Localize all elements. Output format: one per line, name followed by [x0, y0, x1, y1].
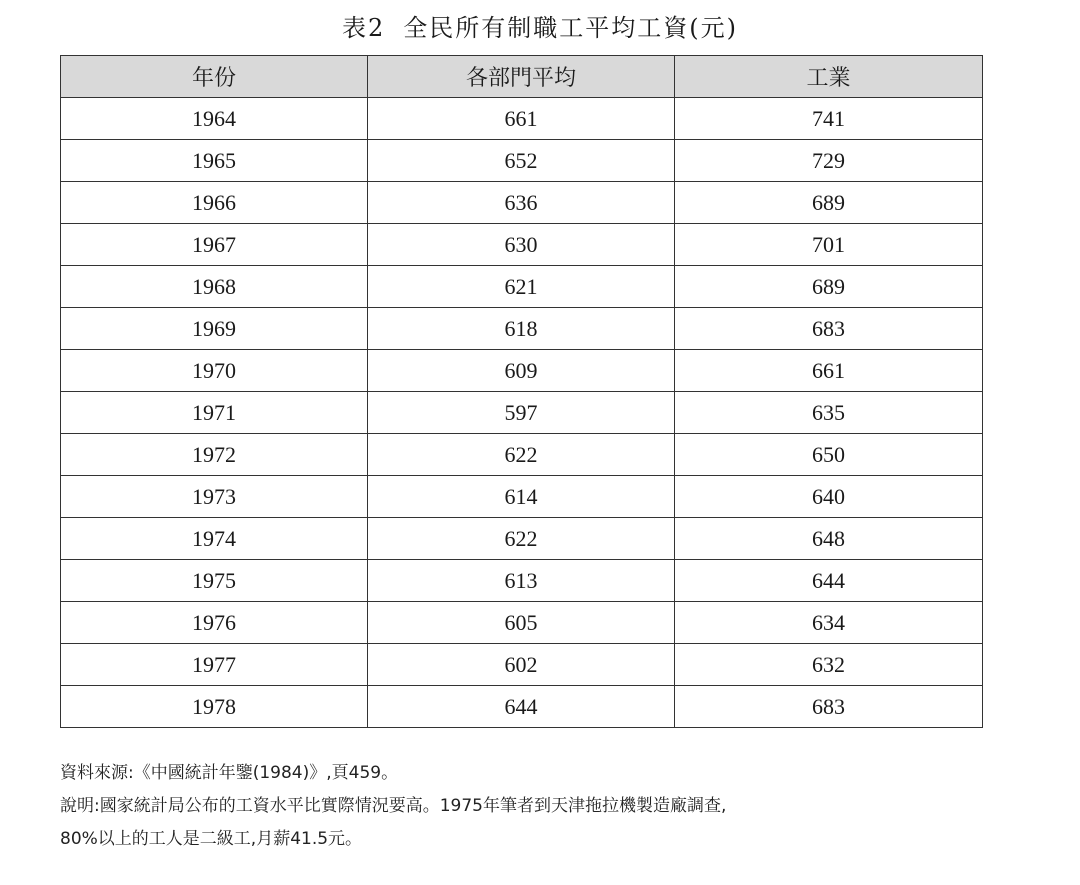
cell-all-sectors-average: 630	[368, 224, 675, 266]
cell-industry: 644	[675, 560, 983, 602]
wage-table	[60, 55, 983, 728]
explanation-note-line-1: 說明:國家統計局公布的工資水平比實際情況要高。1975年筆者到天津拖拉機製造廠調查,	[60, 796, 727, 816]
cell-all-sectors-average: 597	[368, 392, 675, 434]
cell-industry: 640	[675, 476, 983, 518]
cell-all-sectors-average: 652	[368, 140, 675, 182]
cell-industry: 650	[675, 434, 983, 476]
source-note: 資料來源:《中國統計年鑒(1984)》,頁459。	[60, 763, 399, 783]
cell-all-sectors-average: 605	[368, 602, 675, 644]
cell-year: 1978	[61, 686, 368, 728]
cell-year: 1964	[61, 98, 368, 140]
table-row	[61, 602, 983, 644]
table-row	[61, 350, 983, 392]
notes	[60, 757, 1020, 856]
cell-all-sectors-average: 622	[368, 434, 675, 476]
cell-year: 1971	[61, 392, 368, 434]
table-row	[61, 140, 983, 182]
table-header-row	[61, 56, 983, 98]
cell-all-sectors-average: 609	[368, 350, 675, 392]
cell-all-sectors-average: 614	[368, 476, 675, 518]
cell-all-sectors-average: 613	[368, 560, 675, 602]
explanation-note-line-2: 80%以上的工人是二級工,月薪41.5元。	[60, 829, 363, 849]
cell-year: 1972	[61, 434, 368, 476]
table-row	[61, 560, 983, 602]
cell-industry: 701	[675, 224, 983, 266]
table-row	[61, 476, 983, 518]
table-row	[61, 308, 983, 350]
table-row	[61, 266, 983, 308]
cell-year: 1968	[61, 266, 368, 308]
table-row	[61, 434, 983, 476]
cell-all-sectors-average: 602	[368, 644, 675, 686]
cell-all-sectors-average: 621	[368, 266, 675, 308]
cell-industry: 689	[675, 266, 983, 308]
cell-year: 1967	[61, 224, 368, 266]
table-title-text: 全民所有制職工平均工資(元)	[403, 14, 738, 42]
cell-industry: 635	[675, 392, 983, 434]
table-row	[61, 392, 983, 434]
table-row	[61, 224, 983, 266]
table-title	[0, 8, 1080, 43]
table-row	[61, 644, 983, 686]
column-header-all-sectors: 各部門平均	[368, 56, 675, 98]
cell-industry: 632	[675, 644, 983, 686]
cell-year: 1970	[61, 350, 368, 392]
cell-year: 1969	[61, 308, 368, 350]
cell-industry: 648	[675, 518, 983, 560]
cell-industry: 634	[675, 602, 983, 644]
cell-year: 1977	[61, 644, 368, 686]
cell-all-sectors-average: 622	[368, 518, 675, 560]
cell-industry: 683	[675, 686, 983, 728]
cell-industry: 661	[675, 350, 983, 392]
cell-all-sectors-average: 661	[368, 98, 675, 140]
cell-industry: 683	[675, 308, 983, 350]
table-body	[61, 98, 983, 728]
cell-all-sectors-average: 618	[368, 308, 675, 350]
cell-year: 1966	[61, 182, 368, 224]
cell-year: 1975	[61, 560, 368, 602]
column-header-industry: 工業	[675, 56, 983, 98]
cell-year: 1976	[61, 602, 368, 644]
table-number: 表2	[341, 14, 386, 42]
table-row	[61, 98, 983, 140]
cell-industry: 741	[675, 98, 983, 140]
cell-year: 1965	[61, 140, 368, 182]
cell-industry: 729	[675, 140, 983, 182]
cell-all-sectors-average: 636	[368, 182, 675, 224]
column-header-year: 年份	[61, 56, 368, 98]
table-row	[61, 182, 983, 224]
cell-year: 1974	[61, 518, 368, 560]
cell-all-sectors-average: 644	[368, 686, 675, 728]
table-row	[61, 518, 983, 560]
cell-industry: 689	[675, 182, 983, 224]
cell-year: 1973	[61, 476, 368, 518]
table-row	[61, 686, 983, 728]
